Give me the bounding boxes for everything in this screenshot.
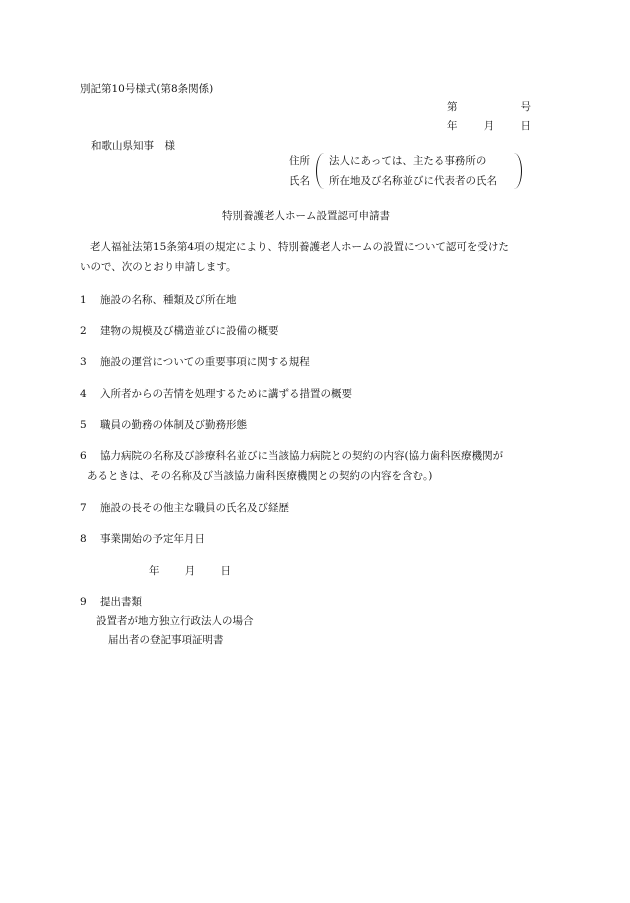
start-month: 月	[184, 565, 196, 577]
item-number: 5	[80, 419, 87, 431]
item-number: 3	[80, 356, 87, 368]
item-text: 職員の勤務の体制及び勤務形態	[100, 419, 247, 431]
number-prefix: 第	[447, 101, 458, 113]
number-suffix: 号	[520, 101, 531, 113]
item-text: 施設の運営についての重要事項に関する規程	[100, 356, 310, 368]
item-number: 7	[80, 502, 87, 514]
applicant-address-label: 住所	[289, 155, 310, 167]
date-year: 年	[447, 120, 458, 132]
item-number: 6	[80, 450, 87, 462]
document-condition: 設置者が地方独立行政法人の場合	[96, 615, 254, 627]
item-number: 1	[80, 294, 87, 306]
document-date-line	[447, 120, 531, 133]
start-year: 年	[149, 565, 160, 577]
applicant-note-line-1: 法人にあっては、主たる事務所の	[329, 155, 487, 167]
item-text: 提出書類	[100, 596, 142, 608]
required-document: 届出者の登記事項証明書	[108, 634, 224, 646]
intro-line-1: 老人福祉法第15条第4項の規定により、特別養護老人ホームの設置について認可を受けた	[90, 241, 509, 253]
item-number: 9	[80, 596, 87, 608]
start-date-line	[149, 565, 231, 578]
item-text: 協力病院の名称及び診療科名並びに当該協力病院との契約の内容(協力歯科医療機関が	[100, 450, 504, 462]
item-text: 入所者からの苦情を処理するために講ずる措置の概要	[100, 388, 352, 400]
item-text: 施設の名称、種類及び所在地	[100, 294, 237, 306]
addressee: 和歌山県知事 様	[91, 140, 175, 152]
left-bracket	[316, 153, 325, 189]
item-number: 2	[80, 325, 87, 337]
item-number: 8	[80, 533, 87, 545]
right-bracket	[513, 153, 522, 189]
applicant-note-line-2: 所在地及び名称並びに代表者の氏名	[329, 175, 497, 187]
start-day: 日	[220, 565, 231, 577]
document-title: 特別養護老人ホーム設置認可申請書	[222, 210, 390, 222]
item-text: 建物の規模及び構造並びに設備の概要	[100, 325, 279, 337]
form-number-label: 別記第10号様式(第8条関係)	[80, 83, 214, 95]
applicant-name-label: 氏名	[289, 175, 310, 187]
date-month: 月	[483, 120, 495, 132]
date-day: 日	[520, 120, 531, 132]
item-text: 施設の長その他主な職員の氏名及び経歴	[100, 502, 289, 514]
document-number-line	[447, 101, 531, 114]
item-text: 事業開始の予定年月日	[100, 533, 205, 545]
intro-line-2: いので、次のとおり申請します。	[80, 261, 237, 273]
item-continuation: あるときは、その名称及び当該協力歯科医療機関との契約の内容を含む。)	[87, 470, 433, 482]
item-number: 4	[80, 388, 87, 400]
